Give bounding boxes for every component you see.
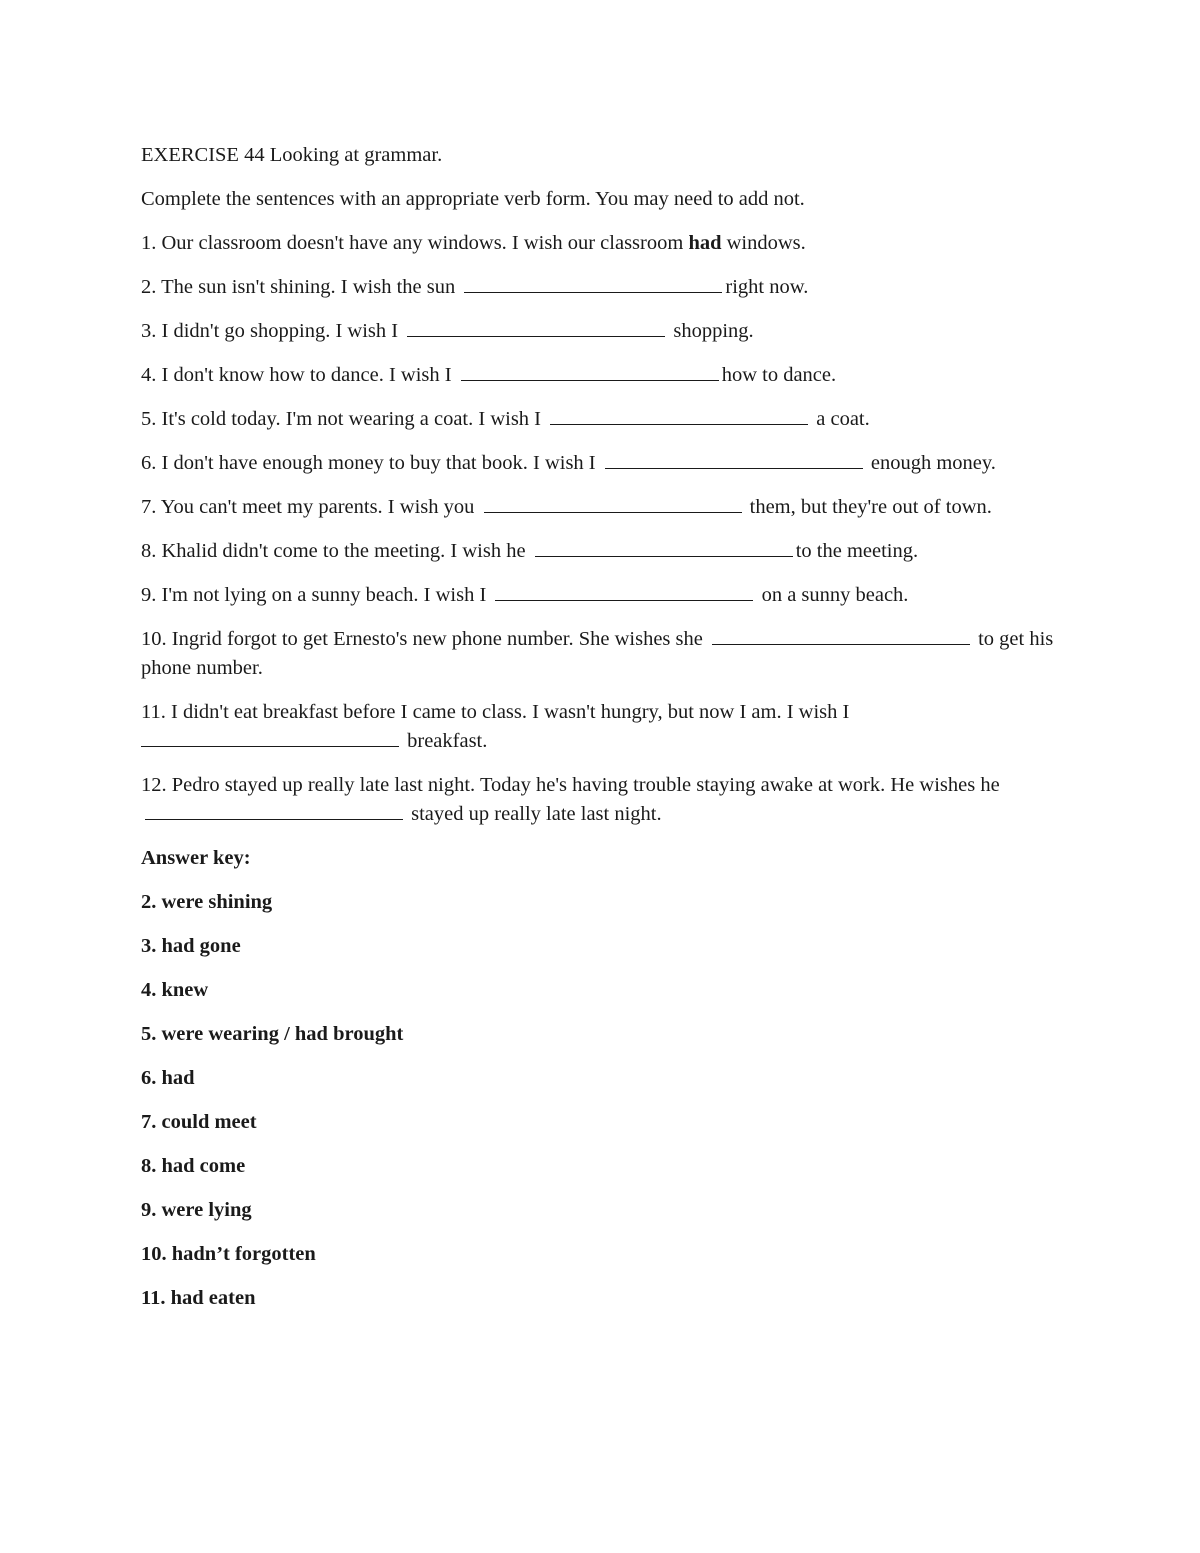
question-text-after: to get his phone number. [141,628,1054,679]
worksheet-page [141,141,1061,1328]
question-item-10 [141,625,1061,683]
question-text-before: 7. You can't meet my parents. I wish you [141,496,475,518]
question-text-before: 11. I didn't eat breakfast before I came to class. I wasn't hungry, but now I am. I wish I [141,701,850,723]
answer-blank[interactable] [535,538,793,557]
question-text-before: 3. I didn't go shopping. I wish I [141,320,399,342]
question-text-after: how to dance. [721,364,837,386]
answer-blank[interactable] [407,318,665,337]
exercise-title: EXERCISE 44 Looking at grammar. [141,144,443,166]
question-text-before: 9. I'm not lying on a sunny beach. I wish I [141,584,487,606]
answer-blank[interactable] [550,406,808,425]
question-text-before: 12. Pedro stayed up really late last night. Today he's having trouble staying awake at work. He wishes he [141,774,1000,796]
question-text-before: 8. Khalid didn't come to the meeting. I wish he [141,540,526,562]
question-item-6 [141,449,1061,478]
answer-item: 3. had gone [141,935,241,957]
question-text-after: them, but they're out of town. [749,496,992,518]
instructions: Complete the sentences with an appropriate verb form. You may need to add not. [141,188,805,210]
answer-blank[interactable] [461,362,719,381]
answer-item: 8. had come [141,1155,246,1177]
question-item-12 [141,771,1061,829]
answer-item: 6. had [141,1067,195,1089]
question-text-before: 10. Ingrid forgot to get Ernesto's new phone number. She wishes she [141,628,703,650]
answer-blank[interactable] [605,450,863,469]
question-text-before: 4. I don't know how to dance. I wish I [141,364,452,386]
answer-blank[interactable] [464,274,722,293]
answer-item: 10. hadn’t forgotten [141,1243,316,1265]
answer-item: 9. were lying [141,1199,252,1221]
question-text-before: 5. It's cold today. I'm not wearing a coat. I wish I [141,408,542,430]
answer-blank[interactable] [484,494,742,513]
answer-item: 7. could meet [141,1111,257,1133]
question-text-after: shopping. [673,320,754,342]
answer-item: 5. were wearing / had brought [141,1023,404,1045]
answer-blank[interactable] [145,801,403,820]
question-item-9 [141,581,1061,610]
question-text-after: stayed up really late last night. [411,803,662,825]
question-text-after: on a sunny beach. [761,584,909,606]
question-text-after: breakfast. [407,730,488,752]
question-text-before: 2. The sun isn't shining. I wish the sun [141,276,456,298]
example-answer: had [688,232,722,254]
question-item-5 [141,405,1061,434]
example-after: windows. [721,232,806,254]
question-item-8 [141,537,1061,566]
answer-item: 4. knew [141,979,209,1001]
question-text-after: a coat. [816,408,870,430]
answer-item: 11. had eaten [141,1287,256,1309]
example-before: 1. Our classroom doesn't have any windows. I wish our classroom [141,232,689,254]
question-text-after: enough money. [870,452,996,474]
answer-key-heading: Answer key: [141,847,251,869]
example-sentence [141,229,1061,258]
question-item-4 [141,361,1061,390]
answer-blank[interactable] [141,728,399,747]
answer-blank[interactable] [712,626,970,645]
question-item-2 [141,273,1061,302]
question-text-after: to the meeting. [795,540,919,562]
question-text-before: 6. I don't have enough money to buy that book. I wish I [141,452,596,474]
answer-blank[interactable] [495,582,753,601]
question-item-11 [141,698,1061,756]
question-item-7 [141,493,1061,522]
question-text-after: right now. [725,276,809,298]
question-item-3 [141,317,1061,346]
answer-item: 2. were shining [141,891,273,913]
